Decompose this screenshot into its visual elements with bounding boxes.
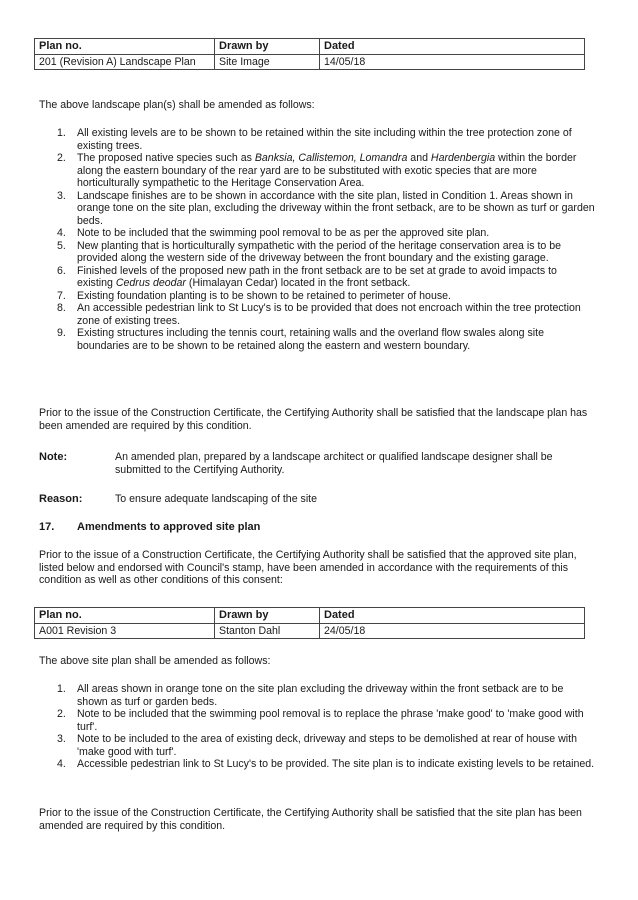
list-item <box>39 240 595 265</box>
list-number: 9. <box>57 327 66 339</box>
list-number: 5. <box>57 239 66 252</box>
list-text: within the border along the eastern boundary of the rear yard are to be substituted with exotic species that are more horticulturally sympathetic to the Heritage Conservation Area. <box>77 152 577 189</box>
species-names: Banksia, Callistemon, Lomandra <box>254 152 408 164</box>
landscape-plan-table <box>34 38 585 70</box>
list-number: 4. <box>57 758 66 770</box>
list-number: 1. <box>57 127 66 139</box>
list-text: All existing levels are to be shown to be retained within the site including within the tree protection zone of existing trees. <box>77 127 572 152</box>
list-number: 8. <box>57 302 66 314</box>
list-item <box>39 152 595 190</box>
list-item <box>39 327 595 352</box>
site-plan-intro: The above site plan shall be amended as follows: <box>39 655 271 667</box>
landscape-amendment-list <box>39 127 595 352</box>
list-text: Accessible pedestrian link to St Lucy's to be provided. The site plan is to indicate existing levels to be retained. <box>77 758 595 770</box>
header-plan-no: Plan no. <box>35 39 215 55</box>
cell-plan-no: A001 Revision 3 <box>35 623 215 639</box>
list-item <box>39 758 595 771</box>
list-number: 6. <box>57 264 66 277</box>
cell-plan-no: 201 (Revision A) Landscape Plan <box>35 54 215 70</box>
list-item <box>39 708 595 733</box>
list-item <box>39 265 595 290</box>
section-title: Amendments to approved site plan <box>77 521 261 533</box>
site-plan-paragraph: Prior to the issue of a Construction Certificate, the Certifying Authority shall be satisfied that the approved site plan, listed below and endorsed with Council's stamp, have been amended in accordance with the requirements of this condition as well as other conditions of this consent: <box>39 549 577 586</box>
reason-text: To ensure adequate landscaping of the site <box>115 493 318 505</box>
table-header-row <box>35 608 585 624</box>
list-text: Existing structures including the tennis court, retaining walls and the overland flow swales along site boundaries are to be shown to be retained along the eastern and western boundary. <box>77 327 544 352</box>
header-dated: Dated <box>320 608 585 624</box>
cell-dated: 24/05/18 <box>320 623 585 639</box>
list-text: Landscape finishes are to be shown in accordance with the site plan, listed in Condition 1. Areas shown in orange tone on the site plan, excluding the driveway within the front setback, are to be shown as turf or garden beds. <box>77 189 595 227</box>
list-text: Existing foundation planting is to be shown to be retained to perimeter of house. <box>77 289 451 302</box>
section-number: 17. <box>39 521 55 533</box>
list-number: 1. <box>57 683 66 695</box>
list-number: 3. <box>57 189 66 202</box>
list-text: New planting that is horticulturally sympathetic with the period of the heritage conservation area is to be provided along the western side of the driveway between the front boundary and the existing garage. <box>77 239 562 264</box>
list-text: The proposed native species such as <box>77 152 255 164</box>
list-item <box>39 190 595 228</box>
list-number: 3. <box>57 733 66 745</box>
list-number: 4. <box>57 227 66 239</box>
list-item <box>39 227 595 240</box>
cell-drawn-by: Stanton Dahl <box>215 623 320 639</box>
list-number: 2. <box>57 152 66 164</box>
list-item <box>39 127 595 152</box>
site-plan-amendment-list <box>39 683 595 771</box>
list-text: and <box>407 152 431 164</box>
list-number: 7. <box>57 289 66 302</box>
list-text: Finished levels of the proposed new path in the front setback are to be set at grade to avoid impacts to existing <box>77 264 557 289</box>
list-text: (Himalayan Cedar) located in the front setback. <box>185 277 411 289</box>
header-plan-no: Plan no. <box>35 608 215 624</box>
species-name: Hardenbergia <box>430 152 496 164</box>
list-item <box>39 302 595 327</box>
header-drawn-by: Drawn by <box>215 608 320 624</box>
species-name: Cedrus deodar <box>115 277 186 289</box>
list-text: All areas shown in orange tone on the site plan excluding the driveway within the front setback are to be shown as turf or garden beds. <box>77 683 564 708</box>
reason-label: Reason: <box>39 493 83 505</box>
site-plan-table <box>34 607 585 639</box>
note-label: Note: <box>39 451 68 463</box>
list-item <box>39 290 595 303</box>
list-item <box>39 683 595 708</box>
list-text: Note to be included to the area of existing deck, driveway and steps to be demolished at rear of house with 'make good with turf'. <box>77 733 577 758</box>
list-item <box>39 733 595 758</box>
list-text: Note to be included that the swimming pool removal is to replace the phrase 'make good' to 'make good with turf'. <box>77 708 584 733</box>
header-dated: Dated <box>320 39 585 55</box>
table-row <box>35 54 585 70</box>
note-text: An amended plan, prepared by a landscape architect or qualified landscape designer shall be submitted to the Certifying Authority. <box>115 451 553 476</box>
table-row <box>35 623 585 639</box>
list-number: 2. <box>57 708 66 720</box>
table-header-row <box>35 39 585 55</box>
header-drawn-by: Drawn by <box>215 39 320 55</box>
landscape-intro: The above landscape plan(s) shall be amended as follows: <box>39 99 315 111</box>
list-text: An accessible pedestrian link to St Lucy's is to be provided that does not encroach within the tree protection zone of existing trees. <box>77 302 581 327</box>
cell-drawn-by: Site Image <box>215 54 320 70</box>
list-text: Note to be included that the swimming pool removal to be as per the approved site plan. <box>77 227 490 239</box>
site-plan-prior-paragraph: Prior to the issue of the Construction Certificate, the Certifying Authority shall be satisfied that the site plan has been amended are required by this condition. <box>39 807 582 832</box>
section-heading <box>39 521 260 534</box>
landscape-prior-paragraph: Prior to the issue of the Construction Certificate, the Certifying Authority shall be satisfied that the landscape plan has been amended are required by this condition. <box>39 407 588 432</box>
cell-dated: 14/05/18 <box>320 54 585 70</box>
